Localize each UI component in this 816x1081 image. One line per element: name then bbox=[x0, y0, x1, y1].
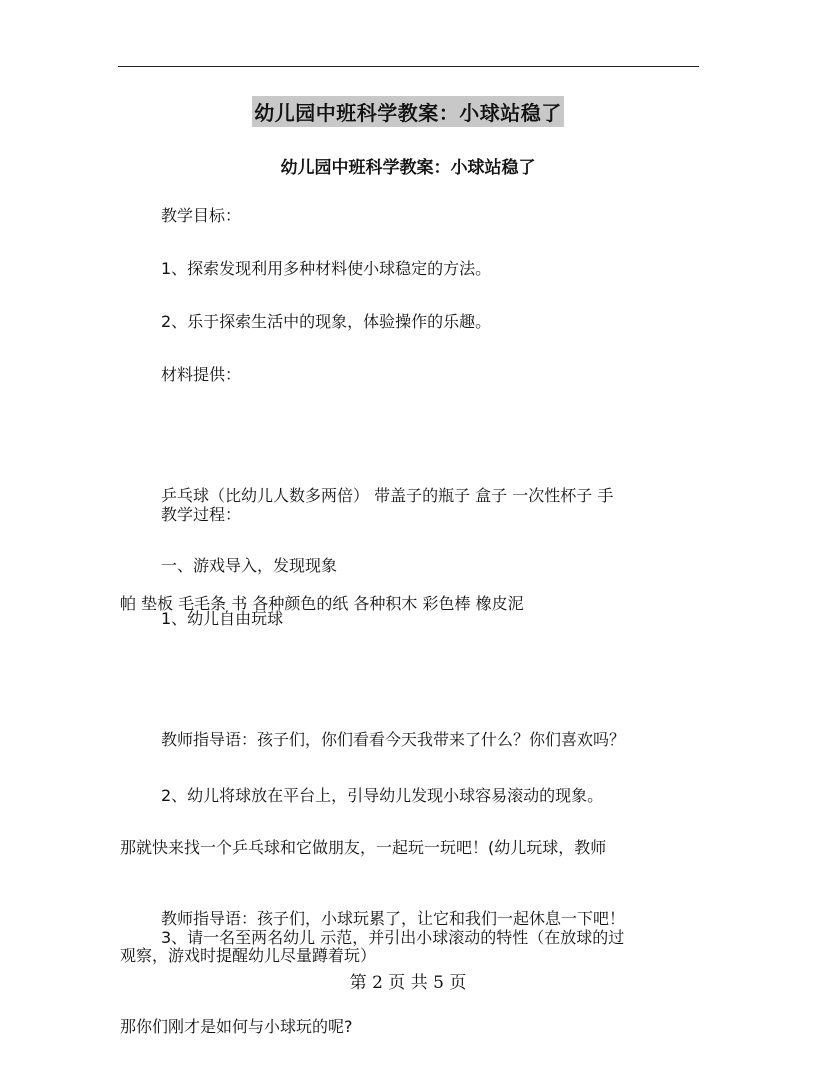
guide-line: 观察，游戏时提醒幼儿尽量蹲着玩） bbox=[120, 946, 377, 965]
guide-line: 那就快来找一个乒乓球和它做朋友，一起玩一玩吧！(幼儿玩球，教师 bbox=[120, 838, 607, 857]
header-rule bbox=[118, 66, 699, 67]
step-1: 1、幼儿自由玩球 bbox=[161, 609, 284, 628]
materials-line: 帕 垫板 毛毛条 书 各种颜色的纸 各种积木 彩色棒 橡皮泥 bbox=[120, 594, 524, 613]
goal-item-1: 1、探索发现利用多种材料使小球稳定的方法。 bbox=[161, 259, 492, 278]
materials-heading: 材料提供： bbox=[161, 365, 242, 384]
goal-heading: 教学目标： bbox=[161, 206, 242, 225]
document-title bbox=[0, 96, 816, 127]
process-heading: 教学过程： bbox=[161, 505, 242, 524]
step-2: 2、幼儿将球放在平台上，引导幼儿发现小球容易滚动的现象。 bbox=[161, 786, 604, 805]
section-heading-1: 一、游戏导入，发现现象 bbox=[161, 556, 338, 575]
page-indicator: 第 2 页 共 5 页 bbox=[349, 973, 467, 993]
guide-line: 教师指导语：孩子们，你们看看今天我带来了什么？你们喜欢吗？ bbox=[161, 730, 626, 749]
materials-line: 乒乓球（比幼儿人数多两倍） 带盖子的瓶子 盒子 一次性杯子 手 bbox=[161, 486, 614, 505]
step-3: 3、请一名至两名幼儿 示范，并引出小球滚动的特性（在放球的过 bbox=[161, 928, 625, 947]
guide-line: 那你们刚才是如何与小球玩的呢? bbox=[120, 1017, 353, 1036]
guide-line: 教师指导语：孩子们，小球玩累了，让它和我们一起休息一下吧！ bbox=[161, 909, 626, 928]
goal-item-2: 2、乐于探索生活中的现象，体验操作的乐趣。 bbox=[161, 312, 492, 331]
lesson-title: 幼儿园中班科学教案：小球站稳了 bbox=[280, 158, 536, 178]
document-title-text: 幼儿园中班科学教案：小球站稳了 bbox=[252, 96, 564, 127]
